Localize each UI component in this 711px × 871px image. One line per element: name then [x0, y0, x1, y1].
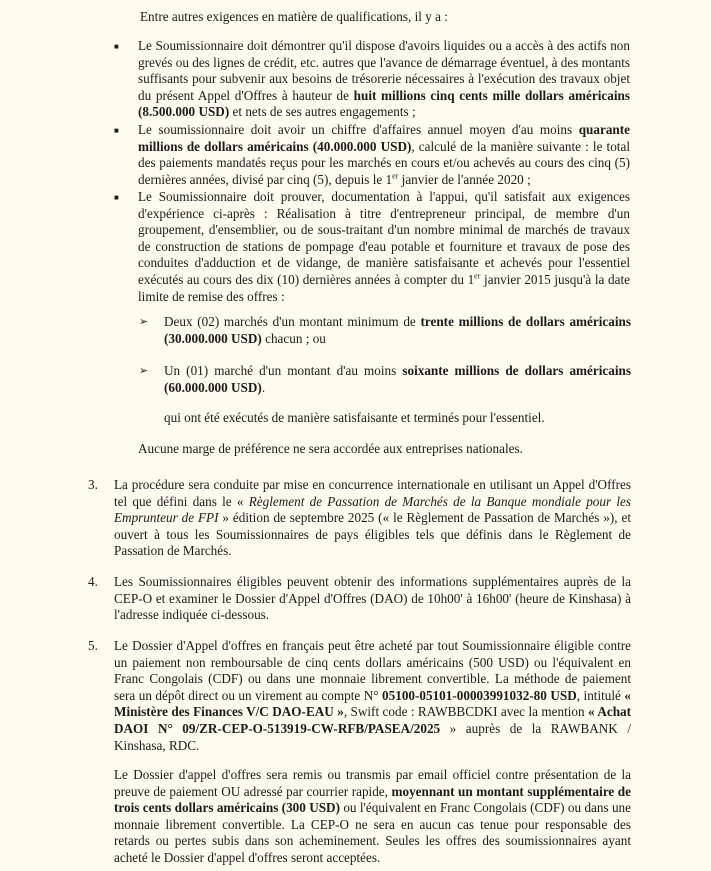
text: Deux (02) marchés d'un montant minimum de	[164, 314, 421, 329]
account-title-bold: « Ministère des Finances V/C DAO-EAU »	[114, 687, 631, 720]
payment-reference-bold: « Achat DAOI N° 09/ZR-CEP-O-513919-CW-RFB/PASEA/2025	[114, 704, 632, 736]
sub-requirement-closing: qui ont été exécutés de manière satisfaisante et terminés pour l'essentiel.	[164, 410, 545, 425]
text: janvier 2015 jusqu'à la date limite de remise des offres :	[138, 271, 630, 304]
bullet-square-icon: ■	[114, 42, 119, 51]
purchase-paragraph	[114, 638, 631, 754]
text: et nets de ses autres engagements ;	[229, 104, 416, 120]
section-number: 5.	[88, 638, 98, 653]
amount-bold: trente millions de dollars américains (30.000.000 USD)	[164, 314, 631, 346]
text: Un (01) marché d'un montant d'au moins	[164, 363, 403, 378]
text: Le Soumissionnaire doit démontrer qu'il dispose d'avoirs liquides ou a accès à des actifs non grevés ou des lignes de crédit, etc. autres que l'avance de démarrage éventuel, à des montants suffisants pour subvenir aux besoins de trésorerie nécessaires à l'exécution des travaux objet du présent Appel d'Offres à hauteur de	[138, 38, 630, 103]
regulation-title-italic: Règlement de Passation de Marchés de la Banque mondiale pour les Emprunteur de FPI	[114, 493, 631, 526]
delivery-paragraph	[114, 767, 631, 867]
procedure-paragraph	[114, 477, 631, 560]
text: Le Dossier d'appel d'offres sera remis ou transmis par email officiel contre présentation de la preuve de paiement OU adressé par courrier rapide,	[114, 767, 631, 799]
text: » auprès de la RAWBANK / Kinshasa, RDC.	[114, 720, 631, 753]
account-number-bold: 05100-05101-00003991032-80 USD	[382, 687, 577, 703]
sub-requirement-one-contract	[164, 363, 631, 396]
bullet-square-icon: ■	[114, 193, 119, 202]
text: » édition de septembre 2025 (« le Règlement de Passation de Marchés »), et ouvert à tous les Soumissionnaires de pays éligibles tels que définis dans le Règlement de Passation de Marchés.	[114, 510, 631, 559]
requirement-turnover	[138, 122, 630, 188]
superscript: er	[392, 171, 399, 181]
text: La procédure sera conduite par mise en concurrence internationale en utilisant un Appel d'Offres tel que défini dans le «	[114, 477, 631, 509]
amount-bold: huit millions cinq cents mille dollars américains (8.500.000 USD)	[138, 87, 630, 120]
text: Le Dossier d'Appel d'offres en français peut être acheté par tout Soumissionnaire éligible contre un paiement non remboursable de cinq cents dollars américains (500 USD) ou l'équivalent en Franc Congolais (CDF) ou dans une monnaie librement convertible. La méthode de paiement sera un dépôt direct ou un virement au compte N°	[114, 638, 631, 703]
text: Le Soumissionnaire doit prouver, documentation à l'appui, qu'il satisfait aux exigences d'expérience ci-après : Réalisation à titre d'entrepreneur principal, de membre d'un groupement, d'ensemblier, ou de sous-traitant d'un nombre minimal de marchés de travaux de construction de stations de pompage d'eau potable et fourniture et travaux de pose des conduites d'adduction et de vidange, de manière satisfaisante et achevés pour l'essentiel exécutés au cours des dix (10) dernières années à compter du 1	[138, 189, 630, 287]
arrow-bullet-icon: ➢	[139, 316, 149, 328]
sub-requirement-two-contracts	[164, 314, 631, 347]
bullet-square-icon: ■	[114, 126, 119, 135]
section-number: 4.	[88, 574, 98, 589]
text: , intitulé	[576, 687, 625, 703]
information-paragraph: Les Soumissionnaires éligibles peuvent obtenir des informations supplémentaires auprès de la CEP-O et examiner le Dossier d'Appel d'Offres (DAO) de 10h00' à 16h00' (heure de Kinshasa) à l'adresse indiquée ci-dessous.	[114, 574, 631, 623]
text: chacun ; ou	[261, 330, 326, 346]
requirement-experience	[138, 189, 630, 305]
amount-bold: quarante millions de dollars américains (40.000.000 USD)	[138, 122, 630, 154]
requirement-liquidity	[138, 38, 630, 121]
text: .	[261, 379, 266, 395]
arrow-bullet-icon: ➢	[139, 365, 149, 377]
text: , calculé de la manière suivante : le total des paiements mandatés reçus pour les marchés en cours et/ou achevés au cours des cinq (5) dernières années, divisé par cinq (5), depuis le 1	[138, 138, 630, 187]
intro-text: Entre autres exigences en matière de qualifications, il y a :	[140, 9, 448, 24]
no-preference-margin: Aucune marge de préférence ne sera accordée aux entreprises nationales.	[138, 441, 523, 456]
text: Le soumissionnaire doit avoir un chiffre d'affaires annuel moyen d'au moins	[138, 122, 579, 137]
extra-fee-bold: moyennant un montant supplémentaire de trois cents dollars américains (300 USD)	[114, 783, 631, 816]
text: janvier de l'année 2020 ;	[398, 171, 531, 187]
text: , Swift code : RAWBBCDKI avec la mention	[343, 704, 589, 720]
superscript: er	[474, 271, 481, 281]
section-number: 3.	[88, 477, 98, 492]
amount-bold: soixante millions de dollars américains (60.000.000 USD)	[164, 363, 631, 395]
text: ou l'équivalent en Franc Congolais (CDF) ou dans une monnaie librement convertible. La CEP-O ne sera en aucun cas tenue pour responsable des retards ou pertes subis dans son acheminement. Seules les offres des soumissionnaires ayant acheté le Dossier d'appel d'offres seront acceptées.	[114, 800, 631, 865]
